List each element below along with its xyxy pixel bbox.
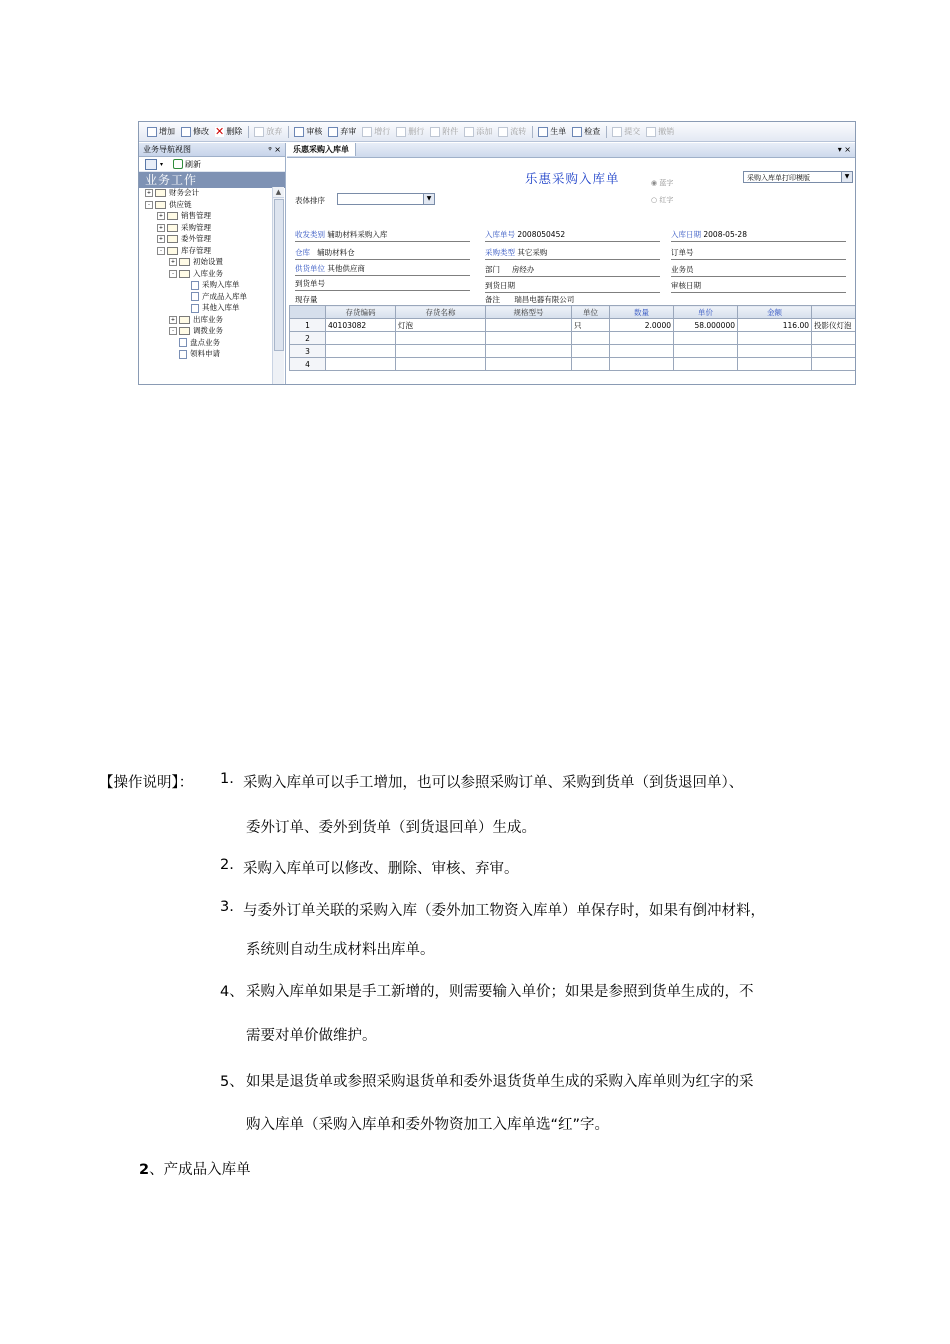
section-number: 2: [139, 1162, 150, 1178]
sort-select[interactable]: [337, 193, 435, 205]
toolbar-generate-button[interactable]: [538, 126, 566, 137]
grid-column-header[interactable]: 金额: [738, 306, 812, 319]
tree-node[interactable]: [139, 187, 272, 199]
folder-icon: [167, 247, 178, 255]
tree-node-label: 销售管理: [181, 211, 211, 220]
revoke-icon: [646, 127, 656, 137]
radio-blue-label: 蓝字: [659, 179, 674, 187]
item3-line2: 系统则自动生成材料出库单。: [246, 942, 435, 958]
tree-node[interactable]: [139, 279, 272, 291]
edit-icon: [181, 127, 191, 137]
toolbar-separator: [288, 126, 289, 138]
grid-cell[interactable]: [674, 358, 738, 371]
grid-cell[interactable]: [486, 345, 572, 358]
field-in-date[interactable]: [671, 229, 747, 240]
nav-title-text: 业务导航视图: [143, 145, 191, 154]
form-title: 乐惠采购入库单: [525, 171, 620, 186]
section-title: 、产成品入库单: [149, 1162, 251, 1178]
toolbar-button-label: 提交: [624, 127, 641, 136]
field-clerk[interactable]: [671, 264, 694, 275]
expand-icon[interactable]: +: [158, 224, 164, 231]
folder-icon: [179, 327, 190, 335]
field-arrival-no[interactable]: [295, 278, 325, 289]
toolbar-separator: [248, 126, 249, 138]
tree-node-label: 领料申请: [190, 349, 220, 358]
item4-line1: 采购入库单如果是手工新增的，则需要输入单价；如果是参照到货单生成的，不: [246, 984, 754, 1000]
purchase-type-label: 采购类型: [485, 248, 515, 257]
grid-cell[interactable]: [486, 319, 572, 332]
audit-icon: [294, 127, 304, 137]
underline: [671, 276, 846, 277]
order-no-label: 订单号: [671, 248, 694, 257]
grid-cell[interactable]: 116.00: [738, 319, 812, 332]
grid-cell[interactable]: 2.0000: [610, 319, 674, 332]
operation-note-label: 【操作说明】：: [99, 775, 194, 791]
grid-cell[interactable]: 2: [290, 332, 326, 345]
underline: [485, 241, 660, 242]
business-nav-panel: [139, 143, 286, 384]
scroll-thumb[interactable]: [274, 199, 284, 351]
field-purchase-type[interactable]: [485, 247, 547, 258]
grid-cell[interactable]: [326, 358, 396, 371]
collapse-icon[interactable]: -: [157, 247, 165, 255]
toolbar-delete-row-button[interactable]: [396, 126, 424, 137]
supplier-label: 供货单位: [295, 264, 325, 273]
supplier-value: 其他供应商: [327, 264, 365, 273]
grid-cell[interactable]: [486, 332, 572, 345]
field-in-no[interactable]: [485, 229, 565, 240]
toolbar-edit-button[interactable]: [181, 126, 209, 137]
tree-node-label: 供应链: [169, 199, 192, 209]
grid-cell[interactable]: [738, 358, 812, 371]
underline: [485, 259, 660, 260]
grid-cell[interactable]: [674, 345, 738, 358]
dept-label: 部门: [485, 265, 500, 274]
folder-icon: [167, 224, 178, 232]
tree-node-label: 库存管理: [181, 245, 211, 255]
grid-cell[interactable]: [326, 332, 396, 345]
tree-node[interactable]: [139, 348, 272, 360]
toolbar-button-label: 放弃: [266, 127, 283, 136]
in-no-value: 2008050452: [517, 230, 566, 239]
unaudit-icon: [328, 127, 338, 137]
item1-line1: 采购入库单可以手工增加，也可以参照采购订单、采购到货单（到货退回单）、: [243, 775, 744, 791]
scroll-up-icon[interactable]: ▲: [273, 187, 284, 198]
toolbar-button-label: 删除: [226, 127, 243, 136]
toolbar: [139, 122, 855, 142]
field-recv-type[interactable]: [295, 229, 387, 240]
toolbar-add-row-button[interactable]: [362, 126, 390, 137]
collapse-icon[interactable]: -: [145, 201, 153, 209]
grid-cell[interactable]: 投影仪灯泡: [812, 319, 856, 332]
form-tab-bar: [287, 143, 855, 158]
folder-icon: [167, 235, 178, 243]
item5-line2: 购入库单（采购入库单和委外物资加工入库单选“红”字。: [246, 1117, 610, 1133]
radio-blue[interactable]: ◉ 蓝字: [651, 179, 674, 187]
tree-node[interactable]: [139, 302, 272, 314]
print-template-select[interactable]: [743, 171, 853, 183]
document-icon: [179, 338, 187, 347]
toolbar-unaudit-button[interactable]: [328, 126, 356, 137]
undo-icon: [254, 127, 264, 137]
table-row[interactable]: [290, 319, 856, 332]
table-row[interactable]: [290, 332, 856, 345]
underline: [295, 275, 470, 276]
sort-label: 表体排序: [295, 196, 325, 205]
tree-node-label: 产成品入库单: [202, 291, 247, 301]
item2-line1: 采购入库单可以修改、删除、审核、弃审。: [243, 861, 519, 877]
tree-node[interactable]: [139, 325, 272, 337]
grid-cell[interactable]: [486, 358, 572, 371]
grid-cell[interactable]: [812, 345, 856, 358]
dept-value: 房经办: [511, 265, 535, 274]
in-no-label: 入库单号: [485, 230, 515, 239]
toolbar-button-label: 删行: [408, 127, 425, 136]
radio-red[interactable]: ○ 红字: [651, 196, 674, 204]
grid-header-row: [290, 306, 856, 319]
document-icon: [191, 292, 199, 301]
toolbar-button-label: 弃审: [340, 127, 357, 136]
grid-cell[interactable]: 1: [290, 319, 326, 332]
item4-line2: 需要对单价做维护。: [246, 1028, 377, 1044]
grid-cell[interactable]: [812, 358, 856, 371]
tree-node[interactable]: [139, 210, 272, 222]
field-order-no[interactable]: [671, 247, 694, 258]
recv-type-label: 收发类别: [295, 230, 325, 239]
note-value: 瑞昌电器有限公司: [514, 295, 575, 304]
tree-node-label: 调拨业务: [193, 326, 223, 335]
collapse-icon[interactable]: -: [169, 270, 177, 278]
check-icon: [572, 127, 582, 137]
collapse-icon[interactable]: -: [169, 327, 177, 335]
item5-line1: 如果是退货单或参照采购退货单和委外退货货单生成的采购入库单则为红字的采: [246, 1074, 754, 1090]
toolbar-button-label: 流转: [510, 127, 527, 136]
view-icon[interactable]: [145, 159, 157, 170]
underline: [295, 259, 470, 260]
toolbar-button-label: 增加: [159, 127, 175, 136]
expand-icon[interactable]: +: [170, 316, 176, 323]
item4-number: 4、: [220, 984, 244, 1000]
toolbar-button-label: 修改: [193, 127, 209, 136]
grid-cell[interactable]: [738, 332, 812, 345]
toolbar-button-label: 审核: [306, 127, 323, 136]
screenshot-image: [138, 121, 856, 385]
tree-node[interactable]: [139, 222, 272, 234]
nav-tools: [139, 157, 285, 172]
toolbar-button-label: 生单: [550, 127, 567, 136]
tree-node[interactable]: [139, 256, 272, 268]
recv-type-value: 辅助材料采购入库: [327, 230, 388, 239]
field-arrival-date[interactable]: [485, 280, 515, 291]
in-date-label: 入库日期: [671, 230, 701, 239]
toolbar-add-button[interactable]: [147, 126, 175, 137]
underline: [671, 292, 846, 293]
underline: [485, 276, 660, 277]
toolbar-button-label: 撤销: [658, 127, 675, 136]
append-icon: [464, 127, 474, 137]
expand-icon[interactable]: +: [170, 259, 176, 265]
tree-node[interactable]: [139, 199, 272, 211]
submit-icon: [612, 127, 622, 137]
toolbar-flow-button[interactable]: [498, 126, 526, 137]
grid-column-header[interactable]: 单位: [572, 306, 610, 319]
view-dropdown-icon[interactable]: ▾: [160, 160, 164, 168]
grid-cell[interactable]: [396, 332, 486, 345]
print-template-value: 采购入库单打印模版: [747, 174, 810, 182]
business-work-header: 业务工作: [139, 172, 285, 188]
tab-close[interactable]: ▾ ×: [837, 145, 851, 154]
grid-cell[interactable]: [610, 345, 674, 358]
grid-cell[interactable]: 58.000000: [674, 319, 738, 332]
toolbar-append-button[interactable]: [464, 126, 492, 137]
grid-cell[interactable]: 3: [290, 345, 326, 358]
tree-node-label: 盘点业务: [190, 337, 220, 347]
toolbar-button-label: 附件: [442, 127, 459, 136]
detail-grid: [289, 305, 856, 371]
grid-cell[interactable]: [396, 358, 486, 371]
item3-line1: 与委外订单关联的采购入库（委外加工物资入库单）单保存时，如果有倒冲材料，: [243, 903, 765, 919]
tree-node-label: 采购管理: [181, 222, 211, 232]
grid-column-header[interactable]: 数量: [610, 306, 674, 319]
arrival-date-label: 到货日期: [485, 281, 515, 290]
toolbar-button-label: 检查: [584, 127, 601, 136]
tree-node-label: 出库业务: [193, 314, 223, 324]
underline: [295, 290, 470, 291]
grid-cell[interactable]: [738, 345, 812, 358]
radio-red-label: 红字: [659, 196, 674, 204]
grid-cell[interactable]: [572, 332, 610, 345]
grid-cell[interactable]: [396, 345, 486, 358]
note-label: 备注: [485, 295, 500, 304]
tree-node[interactable]: [139, 314, 272, 326]
warehouse-label: 仓库: [295, 248, 310, 257]
delete-icon: ✕: [215, 124, 225, 138]
purchase-type-value: 其它采购: [517, 248, 548, 257]
expand-icon[interactable]: +: [158, 236, 164, 242]
table-row[interactable]: [290, 345, 856, 358]
audit-date-label: 审核日期: [671, 281, 701, 290]
grid-cell[interactable]: 40103082: [326, 319, 396, 332]
expand-icon[interactable]: +: [158, 213, 164, 219]
item1-number: 1.: [220, 771, 234, 787]
item3-number: 3.: [220, 899, 234, 915]
clerk-label: 业务员: [671, 265, 694, 274]
document-icon: [191, 304, 199, 313]
nav-pin-close[interactable]: ᵠ ×: [268, 145, 281, 154]
refresh-icon[interactable]: [173, 159, 183, 169]
grid-column-header[interactable]: 规格型号: [486, 306, 572, 319]
in-date-value: 2008-05-28: [703, 230, 747, 239]
field-audit-date[interactable]: [671, 280, 701, 291]
document-icon: [179, 350, 187, 359]
grid-cell[interactable]: [572, 358, 610, 371]
table-row[interactable]: [290, 358, 856, 371]
tree-node[interactable]: [139, 233, 272, 245]
folder-icon: [179, 258, 190, 266]
generate-icon: [538, 127, 548, 137]
chevron-down-icon[interactable]: ▼: [423, 194, 434, 204]
grid-cell[interactable]: [610, 332, 674, 345]
grid-cell[interactable]: [674, 332, 738, 345]
toolbar-button-label: 添加: [476, 127, 493, 136]
flow-icon: [498, 127, 508, 137]
tree-node[interactable]: [139, 337, 272, 349]
nav-tree: [139, 187, 272, 360]
item2-number: 2.: [220, 857, 234, 873]
nav-scrollbar[interactable]: [272, 187, 284, 384]
grid-cell[interactable]: [326, 345, 396, 358]
warehouse-value: 辅助材料仓: [317, 248, 355, 257]
field-warehouse[interactable]: [295, 247, 355, 258]
toolbar-submit-button[interactable]: [612, 126, 640, 137]
grid-column-header[interactable]: 存货名称: [396, 306, 486, 319]
folder-icon: [179, 316, 190, 324]
underline: [671, 241, 846, 242]
underline: [671, 259, 846, 260]
expand-icon[interactable]: +: [146, 190, 152, 196]
stock-label: 现存量: [295, 295, 318, 304]
underline: [485, 292, 660, 293]
field-note[interactable]: [485, 294, 574, 305]
folder-icon: [167, 212, 178, 220]
folder-icon: [179, 270, 190, 278]
field-supplier[interactable]: [295, 263, 365, 274]
toolbar-audit-button[interactable]: [294, 126, 322, 137]
toolbar-revoke-button[interactable]: [646, 126, 674, 137]
field-stock: [295, 294, 318, 305]
tree-node[interactable]: [139, 291, 272, 303]
tab-purchase-receipt[interactable]: 乐惠采购入库单: [287, 143, 356, 156]
attachment-icon: [430, 127, 440, 137]
tree-node[interactable]: [139, 245, 272, 257]
folder-icon: [155, 189, 166, 197]
add-icon: [147, 127, 157, 137]
grid-cell[interactable]: 灯泡: [396, 319, 486, 332]
grid-cell[interactable]: [572, 345, 610, 358]
grid-column-header[interactable]: [812, 306, 856, 319]
toolbar-attachment-button[interactable]: [430, 126, 458, 137]
tree-node-label: 委外管理: [181, 234, 211, 243]
tree-node-label: 入库业务: [193, 268, 223, 278]
toolbar-separator: [532, 126, 533, 138]
tree-node[interactable]: [139, 268, 272, 280]
toolbar-check-button[interactable]: [572, 126, 600, 137]
item5-number: 5、: [220, 1074, 244, 1090]
arrival-no-label: 到货单号: [295, 279, 325, 288]
toolbar-button-label: 增行: [374, 127, 391, 136]
toolbar-separator: [606, 126, 607, 138]
tree-node-label: 初始设置: [193, 257, 223, 266]
chevron-down-icon[interactable]: ▼: [841, 172, 852, 182]
tree-node-label: 采购入库单: [202, 280, 240, 289]
tree-node-label: 其他入库单: [202, 303, 240, 312]
item1-line2: 委外订单、委外到货单（到货退回单）生成。: [246, 820, 536, 836]
folder-icon: [155, 201, 166, 209]
delete-row-icon: [396, 127, 406, 137]
grid-column-header[interactable]: 存货编码: [326, 306, 396, 319]
section-heading: [139, 1158, 251, 1179]
purchase-receipt-form: [287, 143, 855, 384]
toolbar-undo-button[interactable]: [254, 126, 282, 137]
grid-cell[interactable]: [812, 332, 856, 345]
grid-column-header[interactable]: 单价: [674, 306, 738, 319]
grid-cell[interactable]: 只: [572, 319, 610, 332]
add-row-icon: [362, 127, 372, 137]
grid-cell[interactable]: 4: [290, 358, 326, 371]
refresh-button[interactable]: 刷新: [185, 159, 202, 169]
grid-cell[interactable]: [610, 358, 674, 371]
toolbar-delete-button[interactable]: [215, 126, 242, 137]
nav-panel-title: [139, 143, 285, 157]
field-dept[interactable]: [485, 264, 534, 275]
document-icon: [191, 281, 199, 290]
tree-node-label: 财务会计: [169, 188, 199, 197]
underline: [295, 241, 470, 242]
grid-column-header[interactable]: [290, 306, 326, 319]
